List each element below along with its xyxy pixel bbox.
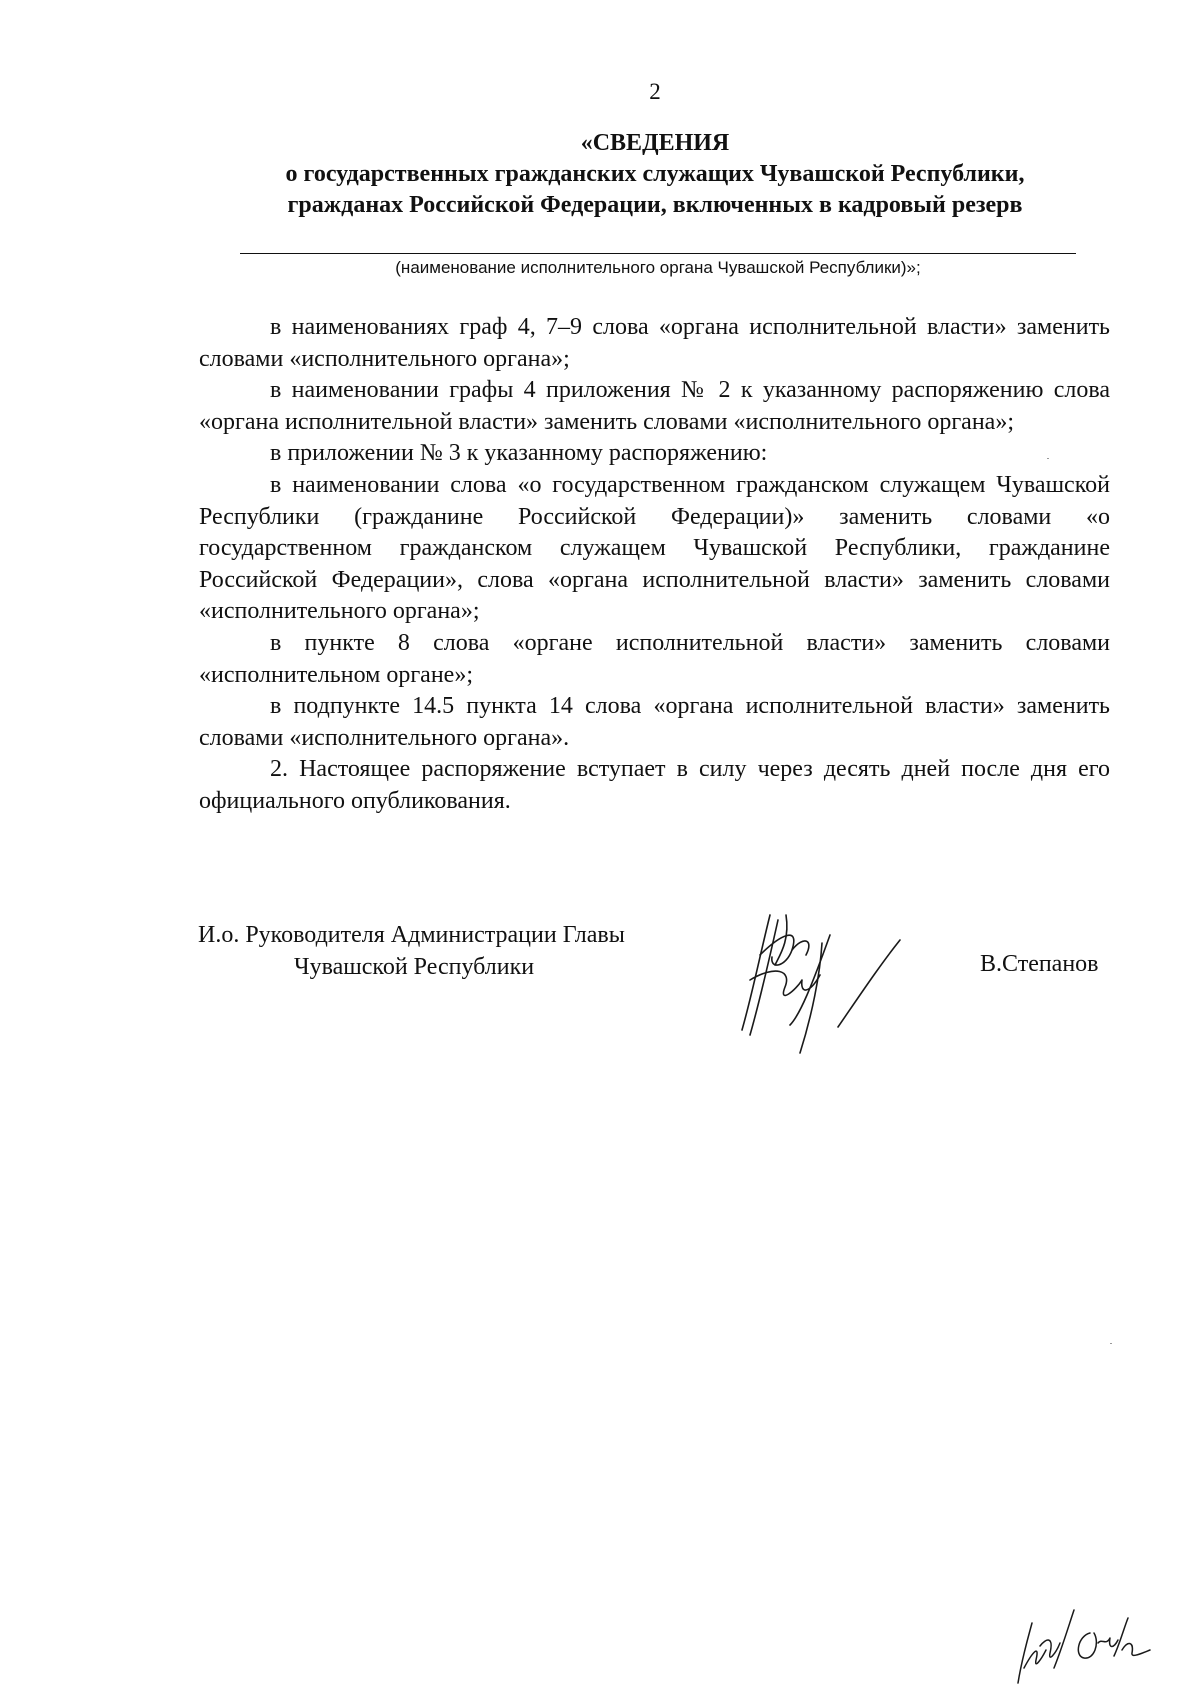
paragraph: в наименованиях граф 4, 7–9 слова «органа исполнительной власти» заменить словами «исполнительного органа»;	[199, 314, 1110, 372]
paragraph: в наименовании слова «о государственном гражданском служащем Чувашской Республики (гражданине Российской Федерации)» заменить словами «о государственном гражданском служащем Чувашской Республики, гражданине Российской Федерации», слова «органа исполнительной власти» заменить словами «исполнительного органа»;	[199, 471, 1110, 625]
scan-speck	[1110, 1343, 1112, 1344]
signatory-title	[198, 920, 625, 983]
scan-speck	[1047, 458, 1049, 459]
paragraph: в подпункте 14.5 пункта 14 слова «органа исполнительной власти» заменить словами «исполнительного органа».	[199, 693, 1110, 751]
paragraph: 2. Настоящее распоряжение вступает в силу через десять дней после дня его официального опубликования.	[199, 756, 1110, 814]
paragraph: в пункте 8 слова «органе исполнительной власти» заменить словами «исполнительном органе»;	[199, 629, 1110, 688]
fill-in-underline	[240, 253, 1076, 254]
handwritten-signature	[730, 895, 930, 1055]
org-name-caption: (наименование исполнительного органа Чувашской Республики)»;	[395, 258, 921, 277]
signatory-title-line-1: И.о. Руководителя Администрации Главы	[198, 922, 625, 948]
signatory-name: В.Степанов	[980, 951, 1099, 977]
signatory-title-line-2: Чувашской Республики	[294, 953, 535, 980]
paragraph: в наименовании графы 4 приложения № 2 к указанному распоряжению слова «органа исполнительной власти» заменить словами «исполнительного органа»;	[199, 377, 1110, 435]
document-heading	[200, 128, 1110, 221]
initials-handwriting	[1010, 1598, 1160, 1688]
heading-subtitle-line-1: о государственных гражданских служащих Чувашской Республики,	[285, 161, 1025, 187]
page-number: 2	[649, 79, 661, 104]
heading-title: «СВЕДЕНИЯ	[580, 130, 730, 156]
heading-subtitle-line-2: гражданах Российской Федерации, включенных в кадровый резерв	[287, 192, 1023, 218]
paragraph: в приложении № 3 к указанному распоряжению:	[270, 440, 768, 467]
body-text	[199, 312, 1110, 818]
